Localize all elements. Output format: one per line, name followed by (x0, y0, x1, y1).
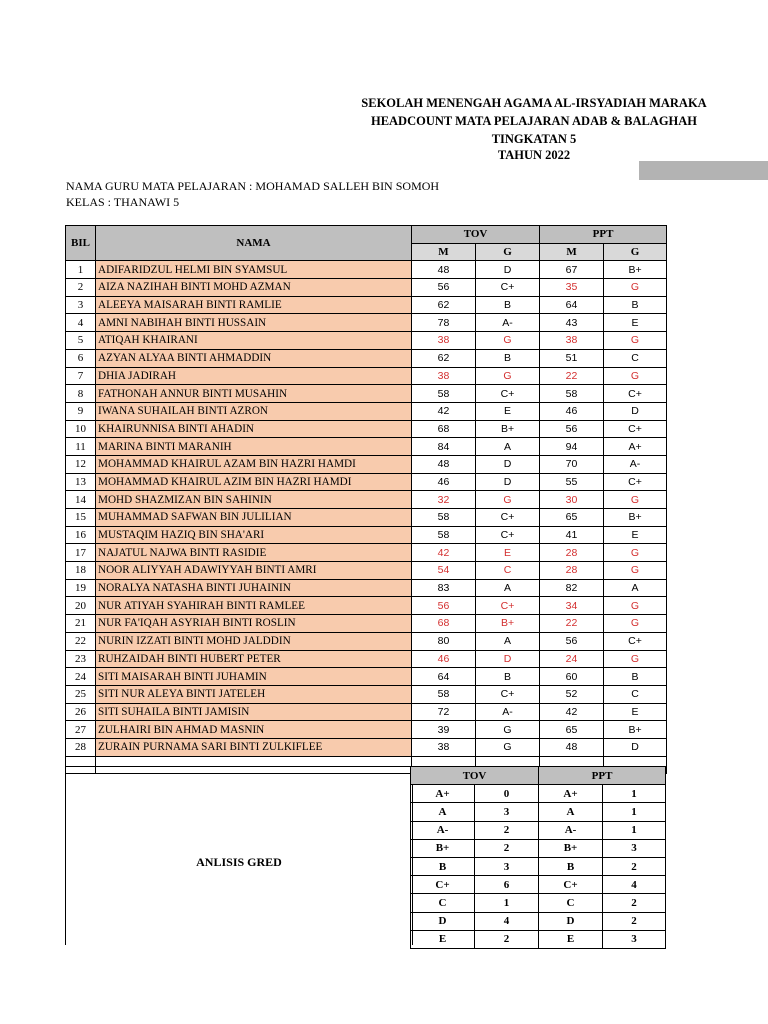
row-ppt-grade: G (604, 597, 667, 615)
row-tov-grade: E (476, 402, 540, 420)
row-bil: 7 (66, 367, 96, 385)
row-tov-grade: A- (476, 314, 540, 332)
row-nama: AMNI NABIHAH BINTI HUSSAIN (96, 314, 412, 332)
grade-row (411, 930, 666, 948)
grade-ppt-label: A- (539, 821, 603, 839)
col-tov-header: TOV (412, 226, 540, 244)
row-bil: 26 (66, 703, 96, 721)
row-tov-grade: D (476, 261, 540, 279)
row-ppt-grade: G (604, 367, 667, 385)
row-ppt-grade: B (604, 668, 667, 686)
school-title: SEKOLAH MENENGAH AGAMA AL-IRSYADIAH MARAKA (361, 96, 707, 110)
row-nama: ADIFARIDZUL HELMI BIN SYAMSUL (96, 261, 412, 279)
row-bil: 9 (66, 402, 96, 420)
row-tov-mark: 72 (412, 703, 476, 721)
row-bil: 12 (66, 455, 96, 473)
grade-tov-count: 6 (475, 876, 539, 894)
row-tov-grade: D (476, 455, 540, 473)
row-tov-mark: 56 (412, 597, 476, 615)
grade-row (411, 785, 666, 803)
grade-tov-count: 2 (475, 839, 539, 857)
row-ppt-grade: B (604, 296, 667, 314)
grade-tov-label: B+ (411, 839, 475, 857)
row-nama: SITI MAISARAH BINTI JUHAMIN (96, 668, 412, 686)
row-ppt-grade: B+ (604, 509, 667, 527)
row-tov-grade: B (476, 296, 540, 314)
row-tov-grade: C+ (476, 509, 540, 527)
row-tov-grade: C (476, 562, 540, 580)
grade-ppt-count: 2 (603, 894, 666, 912)
row-tov-grade: A (476, 438, 540, 456)
row-ppt-grade: C+ (604, 473, 667, 491)
row-ppt-grade: G (604, 332, 667, 350)
row-nama: MOHD SHAZMIZAN BIN SAHININ (96, 491, 412, 509)
table-row (66, 296, 667, 314)
row-tov-mark: 54 (412, 562, 476, 580)
row-ppt-grade: G (604, 279, 667, 297)
gray-band (639, 161, 768, 180)
row-tov-grade: B+ (476, 615, 540, 633)
row-tov-mark: 32 (412, 491, 476, 509)
row-ppt-mark: 28 (540, 544, 604, 562)
row-nama: MOHAMMAD KHAIRUL AZAM BIN HAZRI HAMDI (96, 455, 412, 473)
row-tov-grade: G (476, 332, 540, 350)
level-title: TINGKATAN 5 (491, 132, 577, 146)
row-nama: MUHAMMAD SAFWAN BIN JULILIAN (96, 509, 412, 527)
row-bil: 10 (66, 420, 96, 438)
table-row (66, 632, 667, 650)
subject-title: HEADCOUNT MATA PELAJARAN ADAB & BALAGHAH (370, 114, 698, 128)
row-bil: 6 (66, 349, 96, 367)
row-ppt-mark: 67 (540, 261, 604, 279)
row-bil: 4 (66, 314, 96, 332)
ppt-g-header: G (604, 243, 667, 261)
grade-ppt-count: 1 (603, 821, 666, 839)
row-ppt-grade: A (604, 579, 667, 597)
row-ppt-grade: A- (604, 455, 667, 473)
grade-analysis-table (410, 766, 666, 949)
row-bil: 15 (66, 509, 96, 527)
grade-row (411, 857, 666, 875)
grade-ppt-count: 1 (603, 785, 666, 803)
row-ppt-grade: E (604, 703, 667, 721)
grade-tov-count: 1 (475, 894, 539, 912)
row-nama: AIZA NAZIHAH BINTI MOHD AZMAN (96, 279, 412, 297)
table-row (66, 544, 667, 562)
row-tov-mark: 46 (412, 473, 476, 491)
grade-tov-count: 2 (475, 930, 539, 948)
row-tov-grade: G (476, 491, 540, 509)
row-ppt-mark: 41 (540, 526, 604, 544)
row-bil: 20 (66, 597, 96, 615)
grade-tov-label: D (411, 912, 475, 930)
row-nama: MOHAMMAD KHAIRUL AZIM BIN HAZRI HAMDI (96, 473, 412, 491)
row-ppt-mark: 43 (540, 314, 604, 332)
row-ppt-grade: B+ (604, 261, 667, 279)
row-tov-mark: 84 (412, 438, 476, 456)
grade-tov-count: 0 (475, 785, 539, 803)
row-tov-grade: A (476, 632, 540, 650)
table-row (66, 438, 667, 456)
row-nama: NOOR ALIYYAH ADAWIYYAH BINTI AMRI (96, 562, 412, 580)
grade-ppt-count: 1 (603, 803, 666, 821)
row-bil: 17 (66, 544, 96, 562)
row-nama: MUSTAQIM HAZIQ BIN SHA'ARI (96, 526, 412, 544)
table-row (66, 332, 667, 350)
grade-ppt-label: A (539, 803, 603, 821)
table-row (66, 650, 667, 668)
table-row (66, 402, 667, 420)
row-tov-mark: 42 (412, 402, 476, 420)
summary-label-box (65, 766, 413, 945)
grade-ppt-label: C (539, 894, 603, 912)
row-ppt-mark: 64 (540, 296, 604, 314)
grade-tov-count: 2 (475, 821, 539, 839)
row-ppt-mark: 58 (540, 385, 604, 403)
row-nama: IWANA SUHAILAH BINTI AZRON (96, 402, 412, 420)
table-row (66, 509, 667, 527)
table-row (66, 261, 667, 279)
table-row (66, 473, 667, 491)
row-tov-grade: A (476, 579, 540, 597)
row-ppt-mark: 38 (540, 332, 604, 350)
row-ppt-grade: G (604, 491, 667, 509)
table-row (66, 562, 667, 580)
table-row (66, 615, 667, 633)
row-tov-grade: C+ (476, 279, 540, 297)
summary-tov-header: TOV (411, 767, 539, 785)
col-nama-header: NAMA (96, 226, 412, 261)
grade-ppt-count: 3 (603, 839, 666, 857)
row-bil: 27 (66, 721, 96, 739)
grade-tov-label: A+ (411, 785, 475, 803)
grade-tov-count: 4 (475, 912, 539, 930)
row-bil: 23 (66, 650, 96, 668)
row-nama: AZYAN ALYAA BINTI AHMADDIN (96, 349, 412, 367)
table-row (66, 367, 667, 385)
row-tov-mark: 83 (412, 579, 476, 597)
row-bil: 28 (66, 738, 96, 756)
row-ppt-grade: G (604, 544, 667, 562)
grade-tov-label: C (411, 894, 475, 912)
row-bil: 2 (66, 279, 96, 297)
row-ppt-grade: D (604, 402, 667, 420)
row-bil: 24 (66, 668, 96, 686)
grade-tov-label: C+ (411, 876, 475, 894)
row-ppt-mark: 22 (540, 615, 604, 633)
row-ppt-mark: 30 (540, 491, 604, 509)
row-tov-mark: 58 (412, 685, 476, 703)
row-tov-grade: A- (476, 703, 540, 721)
grade-ppt-count: 2 (603, 857, 666, 875)
row-tov-grade: C+ (476, 597, 540, 615)
grade-tov-count: 3 (475, 857, 539, 875)
row-bil: 8 (66, 385, 96, 403)
row-ppt-grade: D (604, 738, 667, 756)
row-tov-mark: 58 (412, 385, 476, 403)
row-ppt-grade: E (604, 526, 667, 544)
row-bil: 16 (66, 526, 96, 544)
row-ppt-grade: G (604, 562, 667, 580)
row-bil: 25 (66, 685, 96, 703)
row-ppt-mark: 56 (540, 632, 604, 650)
row-bil: 19 (66, 579, 96, 597)
grade-ppt-label: B+ (539, 839, 603, 857)
row-tov-grade: G (476, 721, 540, 739)
row-ppt-mark: 51 (540, 349, 604, 367)
table-row (66, 349, 667, 367)
grade-ppt-count: 4 (603, 876, 666, 894)
row-nama: RUHZAIDAH BINTI HUBERT PETER (96, 650, 412, 668)
row-ppt-mark: 70 (540, 455, 604, 473)
summary-ppt-header: PPT (539, 767, 666, 785)
row-bil: 21 (66, 615, 96, 633)
row-ppt-mark: 56 (540, 420, 604, 438)
row-tov-grade: E (476, 544, 540, 562)
row-bil: 1 (66, 261, 96, 279)
row-tov-mark: 46 (412, 650, 476, 668)
row-ppt-mark: 94 (540, 438, 604, 456)
row-tov-mark: 39 (412, 721, 476, 739)
table-row (66, 491, 667, 509)
row-nama: KHAIRUNNISA BINTI AHADIN (96, 420, 412, 438)
table-row (66, 279, 667, 297)
table-row (66, 597, 667, 615)
row-bil: 14 (66, 491, 96, 509)
row-tov-mark: 64 (412, 668, 476, 686)
row-nama: ZURAIN PURNAMA SARI BINTI ZULKIFLEE (96, 738, 412, 756)
row-nama: ALEEYA MAISARAH BINTI RAMLIE (96, 296, 412, 314)
row-nama: NORALYA NATASHA BINTI JUHAININ (96, 579, 412, 597)
row-tov-mark: 42 (412, 544, 476, 562)
row-ppt-grade: A+ (604, 438, 667, 456)
grade-row (411, 803, 666, 821)
grade-row (411, 894, 666, 912)
row-tov-mark: 48 (412, 261, 476, 279)
row-tov-grade: D (476, 473, 540, 491)
row-ppt-grade: C (604, 685, 667, 703)
row-nama: NAJATUL NAJWA BINTI RASIDIE (96, 544, 412, 562)
year-title: TAHUN 2022 (497, 148, 571, 162)
table-row (66, 703, 667, 721)
teacher-line: NAMA GURU MATA PELAJARAN : MOHAMAD SALLEH BIN SOMOH (66, 179, 440, 193)
row-nama: NUR ATIYAH SYAHIRAH BINTI RAMLEE (96, 597, 412, 615)
row-bil: 11 (66, 438, 96, 456)
grade-ppt-label: E (539, 930, 603, 948)
row-ppt-mark: 55 (540, 473, 604, 491)
row-ppt-mark: 22 (540, 367, 604, 385)
row-tov-mark: 38 (412, 367, 476, 385)
row-ppt-mark: 42 (540, 703, 604, 721)
tov-g-header: G (476, 243, 540, 261)
row-tov-grade: G (476, 738, 540, 756)
headcount-table (65, 225, 667, 774)
row-ppt-mark: 65 (540, 509, 604, 527)
grade-tov-count: 3 (475, 803, 539, 821)
table-row (66, 420, 667, 438)
grade-ppt-count: 2 (603, 912, 666, 930)
table-row (66, 721, 667, 739)
table-row (66, 738, 667, 756)
row-nama: SITI SUHAILA BINTI JAMISIN (96, 703, 412, 721)
row-ppt-mark: 82 (540, 579, 604, 597)
row-ppt-mark: 24 (540, 650, 604, 668)
col-bil-header: BIL (66, 226, 96, 261)
row-tov-grade: D (476, 650, 540, 668)
row-bil: 13 (66, 473, 96, 491)
grade-tov-label: B (411, 857, 475, 875)
table-row (66, 455, 667, 473)
row-tov-mark: 62 (412, 349, 476, 367)
row-tov-mark: 38 (412, 738, 476, 756)
row-tov-grade: C+ (476, 685, 540, 703)
grade-ppt-label: A+ (539, 785, 603, 803)
row-bil: 18 (66, 562, 96, 580)
student-rows (66, 261, 667, 774)
row-ppt-grade: C+ (604, 632, 667, 650)
class-line: KELAS : THANAWI 5 (66, 195, 180, 209)
grade-row (411, 821, 666, 839)
row-tov-grade: B (476, 668, 540, 686)
table-row (66, 314, 667, 332)
summary-label: ANLISIS GRED (196, 855, 282, 869)
row-tov-grade: C+ (476, 385, 540, 403)
row-ppt-mark: 52 (540, 685, 604, 703)
row-ppt-grade: C+ (604, 420, 667, 438)
row-tov-grade: C+ (476, 526, 540, 544)
row-tov-mark: 68 (412, 420, 476, 438)
row-nama: MARINA BINTI MARANIH (96, 438, 412, 456)
row-ppt-mark: 65 (540, 721, 604, 739)
row-tov-mark: 80 (412, 632, 476, 650)
row-ppt-mark: 46 (540, 402, 604, 420)
grade-rows (411, 785, 666, 949)
row-ppt-grade: E (604, 314, 667, 332)
tov-m-header: M (412, 243, 476, 261)
row-nama: SITI NUR ALEYA BINTI JATELEH (96, 685, 412, 703)
table-row (66, 579, 667, 597)
row-tov-mark: 38 (412, 332, 476, 350)
row-ppt-mark: 28 (540, 562, 604, 580)
row-nama: NUR FA'IQAH ASYRIAH BINTI ROSLIN (96, 615, 412, 633)
row-ppt-mark: 60 (540, 668, 604, 686)
grade-row (411, 912, 666, 930)
grade-tov-label: A- (411, 821, 475, 839)
row-ppt-grade: C+ (604, 385, 667, 403)
row-tov-mark: 58 (412, 509, 476, 527)
grade-row (411, 839, 666, 857)
grade-tov-label: E (411, 930, 475, 948)
row-tov-mark: 48 (412, 455, 476, 473)
row-bil: 5 (66, 332, 96, 350)
grade-row (411, 876, 666, 894)
table-row (66, 526, 667, 544)
row-bil: 3 (66, 296, 96, 314)
row-tov-mark: 78 (412, 314, 476, 332)
ppt-m-header: M (540, 243, 604, 261)
row-nama: ZULHAIRI BIN AHMAD MASNIN (96, 721, 412, 739)
row-tov-mark: 58 (412, 526, 476, 544)
grade-ppt-count: 3 (603, 930, 666, 948)
row-ppt-mark: 48 (540, 738, 604, 756)
grade-ppt-label: B (539, 857, 603, 875)
row-nama: FATHONAH ANNUR BINTI MUSAHIN (96, 385, 412, 403)
row-tov-grade: B+ (476, 420, 540, 438)
table-row (66, 385, 667, 403)
table-row (66, 668, 667, 686)
row-ppt-grade: B+ (604, 721, 667, 739)
grade-ppt-label: D (539, 912, 603, 930)
row-ppt-mark: 34 (540, 597, 604, 615)
row-tov-grade: B (476, 349, 540, 367)
table-row (66, 685, 667, 703)
row-ppt-grade: G (604, 650, 667, 668)
row-bil: 22 (66, 632, 96, 650)
col-ppt-header: PPT (540, 226, 667, 244)
grade-ppt-label: C+ (539, 876, 603, 894)
row-ppt-mark: 35 (540, 279, 604, 297)
row-ppt-grade: C (604, 349, 667, 367)
row-ppt-grade: G (604, 615, 667, 633)
row-tov-mark: 68 (412, 615, 476, 633)
row-tov-mark: 62 (412, 296, 476, 314)
row-nama: NURIN IZZATI BINTI MOHD JALDDIN (96, 632, 412, 650)
grade-tov-label: A (411, 803, 475, 821)
row-tov-mark: 56 (412, 279, 476, 297)
row-nama: DHIA JADIRAH (96, 367, 412, 385)
row-nama: ATIQAH KHAIRANI (96, 332, 412, 350)
row-tov-grade: G (476, 367, 540, 385)
